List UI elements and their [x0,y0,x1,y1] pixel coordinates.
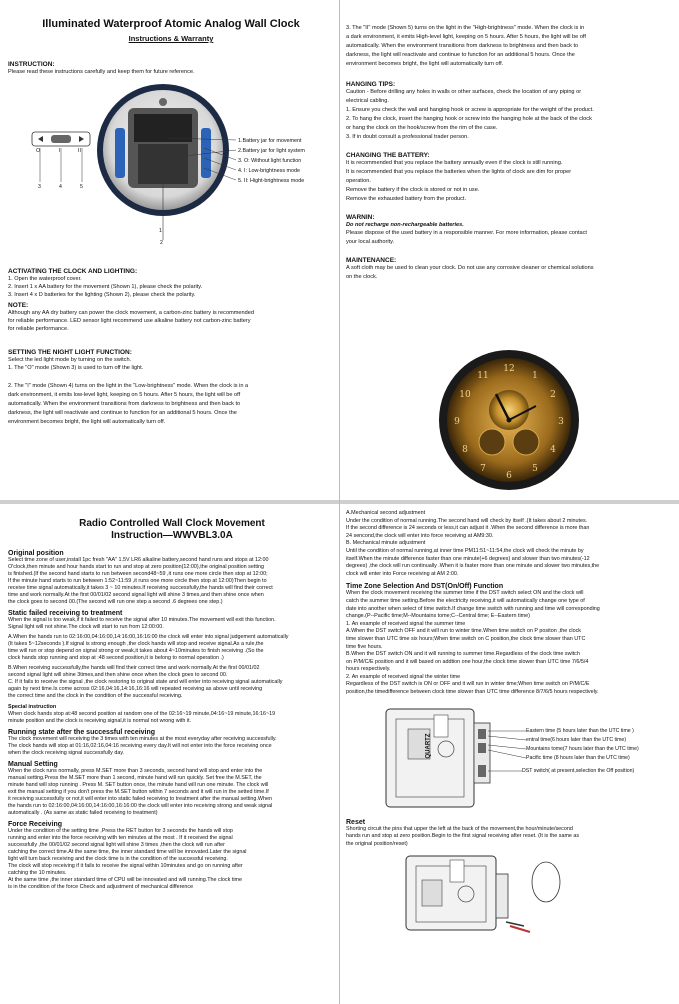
line: dark environment, it emits low-level light, keeping on 5 hours. After 5 hours, the light will be off [8,392,241,398]
line: receive time signal automatically,it takes 3 ~ 10 minutes.If receiving successfully,the hands will find their correct [8,585,273,591]
line: Under the condition of normal running.The second hand will check by itself .(It takes about 2 minutes. [346,517,588,524]
static-failed-heading: Static failed receiving to treatment [8,610,123,617]
time-zone-heading: Time Zone Selection And DST(On/Off) Function [346,583,504,591]
line: B.When receiving successfully,the hands will find their correct time and work normally.At the first 00/01/02 [8,665,260,671]
line: At the same time ,the inner standard time of CPU will be innovated and will running.The clock time [8,877,243,883]
line: Shorting circuit the pins that upper the left at the back of the movement,the hour/minute/second [346,825,573,832]
legend-item: 5. II: Hight-brightness mode [238,178,305,184]
line: the original position/reset) [346,840,408,847]
line: second signal light will shine 3times,and then shine once when the clock goes to second 00. [8,672,228,678]
force-receiving-heading: Force Receiving [8,821,63,828]
quartz-label: QUARTZ [425,733,432,759]
warning-heading: WARNIN: [346,214,375,221]
legend-item: 1.Battery jar for movement [238,138,302,144]
line: change.(P--Pacific time;M--Mountains tome;C--Central time; E--Eastern time) [346,613,530,620]
line: Select the led light mode by turning on the switch. [8,357,132,363]
title-line: Radio Controlled Wall Clock Movement [79,518,265,529]
line: It is recommended that you replace the batteries when the lights of clock are dim for proper [346,169,572,175]
line: Caution - Before drilling any holes in walls or other surfaces, check the location of any piping or [346,89,582,95]
line: a dark environment, it emits High-level light, keeping on 5 hours. After 5 hours, the light will be off [346,34,586,40]
line: automatically. When the environment transitions from darkness to brightness and then back to [346,43,579,49]
warning-text [346,229,672,247]
line: The clock will stop receiving if it fails to receive the signal within 10minutes and go on running after [8,863,243,869]
hanging-text [346,88,672,142]
note-heading: NOTE: [8,302,29,309]
line: for reliable performance. [8,326,69,332]
line: degrees) ,the clock will run continually .When it is faster more than one minute and slower two minutes,the [346,563,600,570]
line: darkness, the light will reactivate and continue to function for an additional 5 hours. Once the [346,52,575,58]
line: minute position and the clock is receiving signal,it is normal not wrong with it. [8,718,192,724]
line: the hands run to 02:16:00,04:16:00,14:16:00,16:16:00 the clock will enter into receiving strong and weak signal [8,803,273,809]
line: clock will enter into Force receiving at AM 2:00. [346,570,459,577]
line: Although any AA dry battery can power the clock movement, a carbon-zinc battery is recommended [8,310,254,316]
line: operation. [346,178,371,184]
line: Signal light will not shine.The clock will start to run from 12:00:00. [8,624,164,630]
case-a-text [8,634,336,662]
line: time five hours. [346,643,383,650]
line: your local authority. [346,239,395,245]
line: (It takes 5~12seconds ).If signal is strong enough ,the clock hands will stop and receive signal.As a rule,the [8,641,264,647]
activating-heading: ACTIVATING THE CLOCK AND LIGHTING: [8,268,138,275]
static-failed-text [8,617,336,631]
svg-text:2: 2 [550,390,556,400]
line: When the clock runs normally, press M.SET more than 3 seconds, second hand will stop and enter into the [8,768,263,774]
low-brightness-text [8,382,334,427]
line: clock hands stop running and stop at :48 second position,it is belong to normal operation .) [8,655,224,661]
case-c-text [8,679,336,700]
svg-text:1: 1 [532,371,538,381]
switch-label-i: I [59,148,61,154]
label-3: 3 [38,184,41,190]
line: If the minute hand starts to run between 1:52~11:59 ,it runs one more circle then stop at 12:00)Then begin to [8,578,267,584]
line: running and enter into the force receiving with ten minutes at the most . If it received the signal [8,835,233,841]
line: when the clock receiving signal successfully day. [8,750,125,756]
line: 2. An example of received signal the winter time [346,673,461,680]
line: When clock hands stop at:48 second position at random one of the 02:16~19 minute,04:16~19 minute,16:16~19 [8,711,276,717]
line: minute hand will stop running . Press M. SET button once, the minute hand will run one minute. The clock will [8,782,269,788]
legend-item: 3. O: Without light function [238,158,302,164]
svg-text:10: 10 [459,390,471,400]
line: electrical cabling. [346,98,389,104]
panel-clock-tips [346,8,672,496]
line: 1. Ensure you check the wall and hanging hook or screw is appropriate for the weight of the product. [346,107,594,113]
legend-item: 4. I: Low-brightness mode [238,168,301,174]
movement-diagram [346,703,674,813]
svg-text:11: 11 [477,371,489,381]
line: successfully ,the 00/01/02 second signal light will shine 3 times ,then the clock will run after [8,842,225,848]
line: 3. If in doubt consult a professional trader person. [346,134,469,140]
special-heading: Special instruction [8,704,57,710]
panel-clock-instructions [8,8,334,496]
diagram-legend [238,136,305,186]
svg-text:3: 3 [558,417,564,427]
line: on P/M/C/E position and it will based on addtion one hour,the clock time slower than UTC time 7/6/5/4 [346,658,589,665]
svg-text:4: 4 [550,445,556,455]
battery-heading: CHANGING THE BATTERY: [346,152,430,159]
zone-item: Eastern time (5 hours later than the UTC time ) [526,727,634,734]
line: light will turn back receiving and the clock time is in the condition of the successful receiving. [8,856,228,862]
label-2: 2 [160,240,163,246]
reset-text [346,826,674,849]
line: hours respectively. [346,666,391,673]
line: the clock goes to second 00.(The second will run one step a second .6 degrees one step.) [8,599,223,605]
original-position-heading: Original position [8,550,64,557]
reset-illustration [346,852,674,934]
special-text [8,711,336,725]
line: for reliable performance. LED sensor light recommend use alkaline battery not carbon-zinc battery [8,318,251,324]
line: The clock movement will receiving the 3 times with ten minutes at the most everyday after receiving successfully. [8,736,277,742]
page-subtitle: Instructions & Warranty [128,34,214,43]
label-4: 4 [59,184,62,190]
clock-photo [346,346,672,496]
line: C. If it fails to receive the signal ,the clock restoring to original state and will enter into receiving signal automatically [8,679,283,685]
line: 1. The "O" mode (Shown 3) is used to turn off the light. [8,365,144,371]
step: 1. Open the waterproof cover. [8,276,82,282]
line: When the clock movement receiving the summer time if the DST switch select ON and the clock will [346,590,584,597]
night-light-heading: SETTING THE NIGHT LIGHT FUNCTION: [8,349,132,356]
svg-text:7: 7 [480,464,486,474]
zone-item: Pacific time (8 hours later than the UTC time) [526,754,630,761]
line: again by next time.Is come across 02:16,04:16,14:16,16:16 will repeated receiving as above until receiving [8,686,263,692]
line: catch the summer time setting.Before the electricity receiving,it will automatically change one type of [346,597,585,604]
case-b-text [8,665,336,679]
high-brightness-text [346,24,672,69]
dst-switch-label: DST switch( at present,selection the Off position) [522,767,635,774]
manual-setting-text [8,768,336,817]
line: A.Mechanical second adjustment [346,510,426,516]
svg-text:9: 9 [454,417,460,427]
line: is finished.(If the second hand starts to run between second48~59 ,it runs one more circle then stop at 12:00; [8,571,268,577]
line: exit the manual setting if you don't press the M.SET button within 7 seconds and it will run in the setted time.If [8,789,269,795]
svg-text:8: 8 [462,445,468,455]
instruction-heading: INSTRUCTION: [8,61,55,68]
line: Until the condition of normal running,at inner time PM11:51~11:54,the clock will check the minute by [346,547,584,554]
line: time will run or stop depend on signal strong or weak,it takes about 4~10minutes to finish receiving .(So the [8,648,264,654]
line: B.When the DST switch ON and it will running to summer time.Regardless of the clock time switch [346,651,580,658]
vertical-divider [339,0,340,1004]
maintenance-text [346,264,672,282]
line: catching the 10 minutes. [8,870,67,876]
line: 24 sencond,the clock will enter into force receiving at AM9:30. [346,532,494,539]
line: 3. The "II" mode (Shown 5) turns on the light in the "High-brightness" mode. When the clock is in [346,25,585,31]
line: Remove the battery if the clock is stored or not in use. [346,187,480,193]
line: A.When the DST switch OFF and it will run to winter time.When time switch on P positon ,the clock [346,628,581,635]
line: If the second difference is 24 seconds or less,it can adjust it .When the second difference is more than [346,525,590,532]
force-receiving-text [8,828,336,891]
instruction-text: Please read these instructions carefully and keep them for future reference. [8,69,195,75]
svg-text:6: 6 [506,471,512,481]
line: on the clock. [346,274,378,280]
page-title: Illuminated Waterproof Atomic Analog Wall Clock [42,18,300,30]
running-state-heading: Running state after the successful receiving [8,729,156,736]
panel-movement-instructions [8,510,336,1000]
line: catching the correct time.At the same time, the inner standard time will be innovated.Later the signal [8,849,247,855]
original-position-text [8,557,336,606]
manual-setting-heading: Manual Setting [8,761,58,768]
line: time and work normally.At the first 00/01/02 second signal light will shine 3 times,and then shine once when [8,592,264,598]
line: the correct time and the clock in the condition of the successful receiving. [8,693,183,699]
line: 1. An example of received signal the summer time [346,620,466,627]
line: When the signal is too weak,if it failed to receive the signal after 10 minutes.The movement will exit this function. [8,617,276,623]
night-light-text [8,356,334,372]
line: It is recommended that you replace the battery annually even if the clock is still running. [346,160,563,166]
line: Regardless of the DST switch is ON or OFF and it will run in winter time;When time switch on P/M/C/E [346,681,590,688]
line: environment becomes bright, the light will automatically turn off. [346,61,504,67]
zone-legend [526,727,639,763]
label-1: 1 [159,228,162,234]
reset-heading: Reset [346,818,366,826]
line: B. Mechanical minute adjustment [346,540,426,547]
line: automatically . (As same as static failed receiving to treatment) [8,810,158,816]
zone-item: entral time(6 hours later than the UTC time) [526,736,627,743]
line: The clock hands will stop at 01:16,02:16,04:16 receiving every day.It will not enter into the force receiving once [8,743,272,749]
running-state-text [8,736,336,757]
legend-item: 2.Battery jar for light system [238,148,305,154]
line: 2. To hang the clock, insert the hanging hook or screw into the hanging hole at the back of the clock [346,116,592,122]
panel-movement-adjustment [346,510,674,1000]
line: or hang the clock on the hook/screw from the rim of the case. [346,125,498,131]
line: darkness, the light will reactivate and continue to function for an additional 5 hours. Once the [8,410,237,416]
label-5: 5 [80,184,83,190]
switch-label-o: O [36,148,41,154]
line: hands run and stop at zero position.Begin to the first signal receiving after reset. (It is the same as [346,833,580,840]
battery-diagram [8,78,334,254]
line: Under the condition of the setting time ,Press the RET button for 3 seconds the hands will stop [8,828,233,834]
warning-bold: Do not recharge non-rechargeable batteries. [346,222,464,228]
switch-label-ii: II [78,148,81,154]
step: 2. Insert 1 x AA battery for the movement (Shown 1), please check the polarity. [8,284,203,290]
hanging-heading: HANGING TIPS: [346,81,396,88]
line: Select time zone of user,install 1pc fresh "AA" 1.5V LR6 alkaline battery,second hand runs and stops at 12:00 [8,557,269,563]
line: time slower than UTC time six hours;When time switch on C position,the clock time slower than UTC [346,635,586,642]
line: Remove the exhausted battery from the product. [346,196,467,202]
line: date into another when select of time switch.If change time switch with running and time will corresponding [346,605,600,612]
mechanical-adjustment-text [346,510,674,578]
line: 2. The "I" mode (Shown 4) turns on the light in the "Low-brightness" mode. When the clock is in a [8,383,249,389]
maintenance-heading: MAINTENANCE: [346,257,397,264]
movement-title [8,518,336,542]
line: automatically. When the environment transitions from darkness to brightness and then back to [8,401,241,407]
line: position,the timedifference between clock time slower than UTC time difference 8/7/6/5 hours respectively. [346,689,599,696]
zone-item: Mountains tome(7 hours later than the UTC time) [526,745,639,752]
line: itself.When the minute difference faster than one minute(+6 degrees) and slower than two minutes(-12 [346,555,590,562]
title-line: Instruction—WWVBL3.0A [111,530,233,541]
step: 3. Insert 4 x D batteries for the lighting (Shown 2), please check the polarity. [8,292,196,298]
line: A.When the hands run to 02:16:00,04:16:00,14:16:00,16:16:00 the clock will enter into signal judgement automatically [8,634,289,640]
svg-text:12: 12 [503,364,515,374]
activating-steps [8,275,334,299]
line: environment becomes bright, the light will automatically turn off. [8,419,166,425]
note-text [8,309,334,333]
svg-text:5: 5 [532,464,538,474]
battery-text [346,159,672,204]
line: is in the condition of the force Check and adjustment of mechanical difference [8,884,194,890]
line: A soft cloth may be used to clean your clock. Do not use any corrosive cleaner or chemical solutions [346,265,594,271]
line: it receiving successfully or not,it will enter into static failed receiving to treatment after the manual setting.When [8,796,272,802]
line: Please dispose of the used battery in a responsible manner. For more information, please contact [346,230,587,236]
line: manual setting.Press the M.SET more than 1 second, minute hand will run quickly. Set free the M.SET, the [8,775,262,781]
time-zone-text [346,590,674,696]
line: O'clock,then minute and hour hands start to run and stop at zero position(12:00),the original position setting [8,564,265,570]
